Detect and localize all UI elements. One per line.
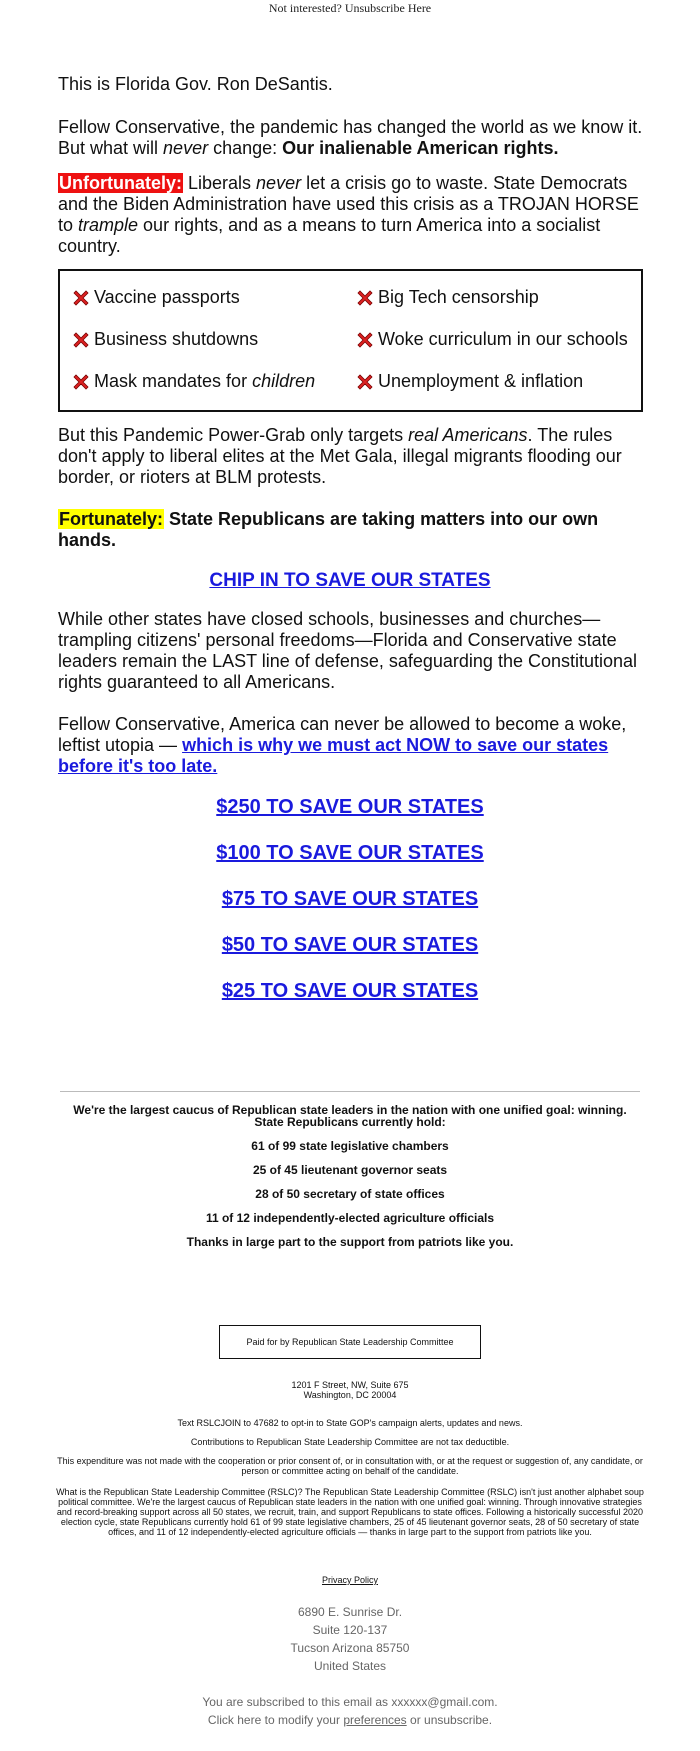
donate-75-link[interactable]: $75 TO SAVE OUR STATES [221,888,479,910]
mail-address-line: 6890 E. Sunrise Dr. [297,1605,403,1619]
grievance-label: Woke curriculum in our schools [378,329,628,349]
stats-thanks: Thanks in large part to the support from patriots like you. [186,1235,514,1249]
donate-100-link[interactable]: $100 TO SAVE OUR STATES [216,842,484,864]
grievance-item [356,329,628,350]
footer-expenditure: This expenditure was not made with the cooperation or prior consent of, or in consultation with, or at the request or suggestion of, any candidate, or person or committee acting on behalf of the candidate. [57,1456,643,1476]
text: . [494,1695,498,1709]
grievance-label: Unemployment & inflation [378,371,584,391]
body-paragraph-6: While other states have closed schools, businesses and churches—trampling citizens' personal freedoms—Florida and Conservative state leaders remain the LAST line of defense, safeguarding the Constitutional rights guaranteed to all Americans. [58,609,638,692]
mail-address-line: United States [313,1659,387,1673]
intro-line: This is Florida Gov. Ron DeSantis. [58,74,333,94]
intro-paragraph-3 [58,173,648,257]
grievance-box [58,269,643,412]
text: Click here to modify your [207,1713,344,1727]
stat-item: 28 of 50 secretary of state offices [255,1187,445,1201]
stats-subhead: State Republicans currently hold: [254,1115,446,1129]
footer-contributions: Contributions to Republican State Leadership Committee are not tax deductible. [190,1437,510,1447]
fortunately-highlight: Fortunately: [59,509,164,529]
unsubscribe-link[interactable]: Not interested? Unsubscribe Here [268,1,432,15]
red-x-icon [72,289,90,307]
red-x-icon [356,289,374,307]
text: let a crisis go to waste. State Democrats and the Biden Administration have used this crisis as a TROJAN HORSE to [58,173,639,235]
grievance-label: Business shutdowns [94,329,259,349]
text-italic: trample [78,215,139,235]
red-x-icon [72,331,90,349]
text-italic: never [163,138,209,158]
text: change: [208,138,283,158]
mail-address-line: Suite 120-137 [312,1623,388,1637]
subscriber-email: xxxxxx@gmail.com [391,1695,495,1709]
red-x-icon [72,373,90,391]
body-paragraph-7 [58,714,648,777]
red-x-icon [356,373,374,391]
grievance-item [72,287,240,308]
footer-address: Washington, DC 20004 [303,1390,397,1400]
stat-item: 61 of 99 state legislative chambers [251,1139,449,1153]
mail-address-line: Tucson Arizona 85750 [290,1641,410,1655]
grievance-label: Big Tech censorship [378,287,539,307]
text: our rights, and as a means to turn America into a socialist country. [58,215,601,256]
text: Liberals [183,173,257,193]
text-bold: State Republicans are taking matters into our own hands. [58,509,599,550]
text-bold: Our inalienable American rights. [282,138,559,158]
footer-about: What is the Republican State Leadership Committee (RSLC)? The Republican State Leadership Committee (RSLC) isn't just another alphabet soup political committee. We're the largest caucus of Republican state leaders in the nation with one unified goal: winning. Through innovative strategies and record-breaking support across all 50 states, we recruit, train, and support Republicans to state offices. Following a historically successful 2020 election cycle, state Republicans currently hold 61 of 99 state legislative chambers, 25 of 45 lieutenant governor seats, 28 of 50 secretary of state offices, and 11 of 12 independently-elected agriculture officials — thanks in large part to the support from patriots like you. [56,1487,644,1537]
stats-headline: We're the largest caucus of Republican state leaders in the nation with one unified goal: winning. [73,1103,627,1117]
body-paragraph-5 [58,509,648,551]
paid-for-box: Paid for by Republican State Leadership Committee [219,1325,481,1359]
subscribed-line [0,1693,700,1711]
grievance-label: Vaccine passports [94,287,240,307]
text: But this Pandemic Power-Grab only targets [58,425,409,445]
chip-in-link[interactable]: CHIP IN TO SAVE OUR STATES [209,570,491,591]
preferences-link[interactable]: preferences [343,1713,407,1727]
text: or unsubscribe. [406,1713,493,1727]
modify-line [0,1711,700,1729]
text: Fellow Conservative, the pandemic has changed the world as we know it. But what will [58,117,643,158]
stat-item: 11 of 12 independently-elected agriculture officials [205,1211,495,1225]
grievance-label: Mask mandates for [94,371,253,391]
text-italic: real Americans [408,425,528,445]
donate-250-link[interactable]: $250 TO SAVE OUR STATES [216,796,484,818]
privacy-policy-link[interactable]: Privacy Policy [321,1575,378,1585]
donate-25-link[interactable]: $25 TO SAVE OUR STATES [221,980,479,1002]
donate-50-link[interactable]: $50 TO SAVE OUR STATES [221,934,479,956]
intro-paragraph-2 [58,117,648,159]
grievance-label-italic: children [252,371,316,391]
grievance-item [72,371,315,392]
text-italic: never [256,173,302,193]
grievance-item [356,371,583,392]
text: You are subscribed to this email as [202,1695,392,1709]
act-now-link[interactable]: which is why we must act NOW to save our states before it's too late. [58,735,609,776]
text: . The rules don't apply to liberal elites at the Met Gala, illegal migrants flooding our border, or rioters at BLM protests. [58,425,622,487]
grievance-item [72,329,258,350]
body-paragraph-4 [58,425,648,488]
text: Fellow Conservative, America can never be allowed to become a woke, leftist utopia — [58,714,627,755]
unfortunately-highlight: Unfortunately: [59,173,182,193]
divider [60,1091,640,1092]
footer-text-optin: Text RSLCJOIN to 47682 to opt-in to State GOP's campaign alerts, updates and news. [177,1418,523,1428]
footer-address: 1201 F Street, NW, Suite 675 [291,1380,409,1390]
grievance-item [356,287,539,308]
red-x-icon [356,331,374,349]
stat-item: 25 of 45 lieutenant governor seats [252,1163,448,1177]
